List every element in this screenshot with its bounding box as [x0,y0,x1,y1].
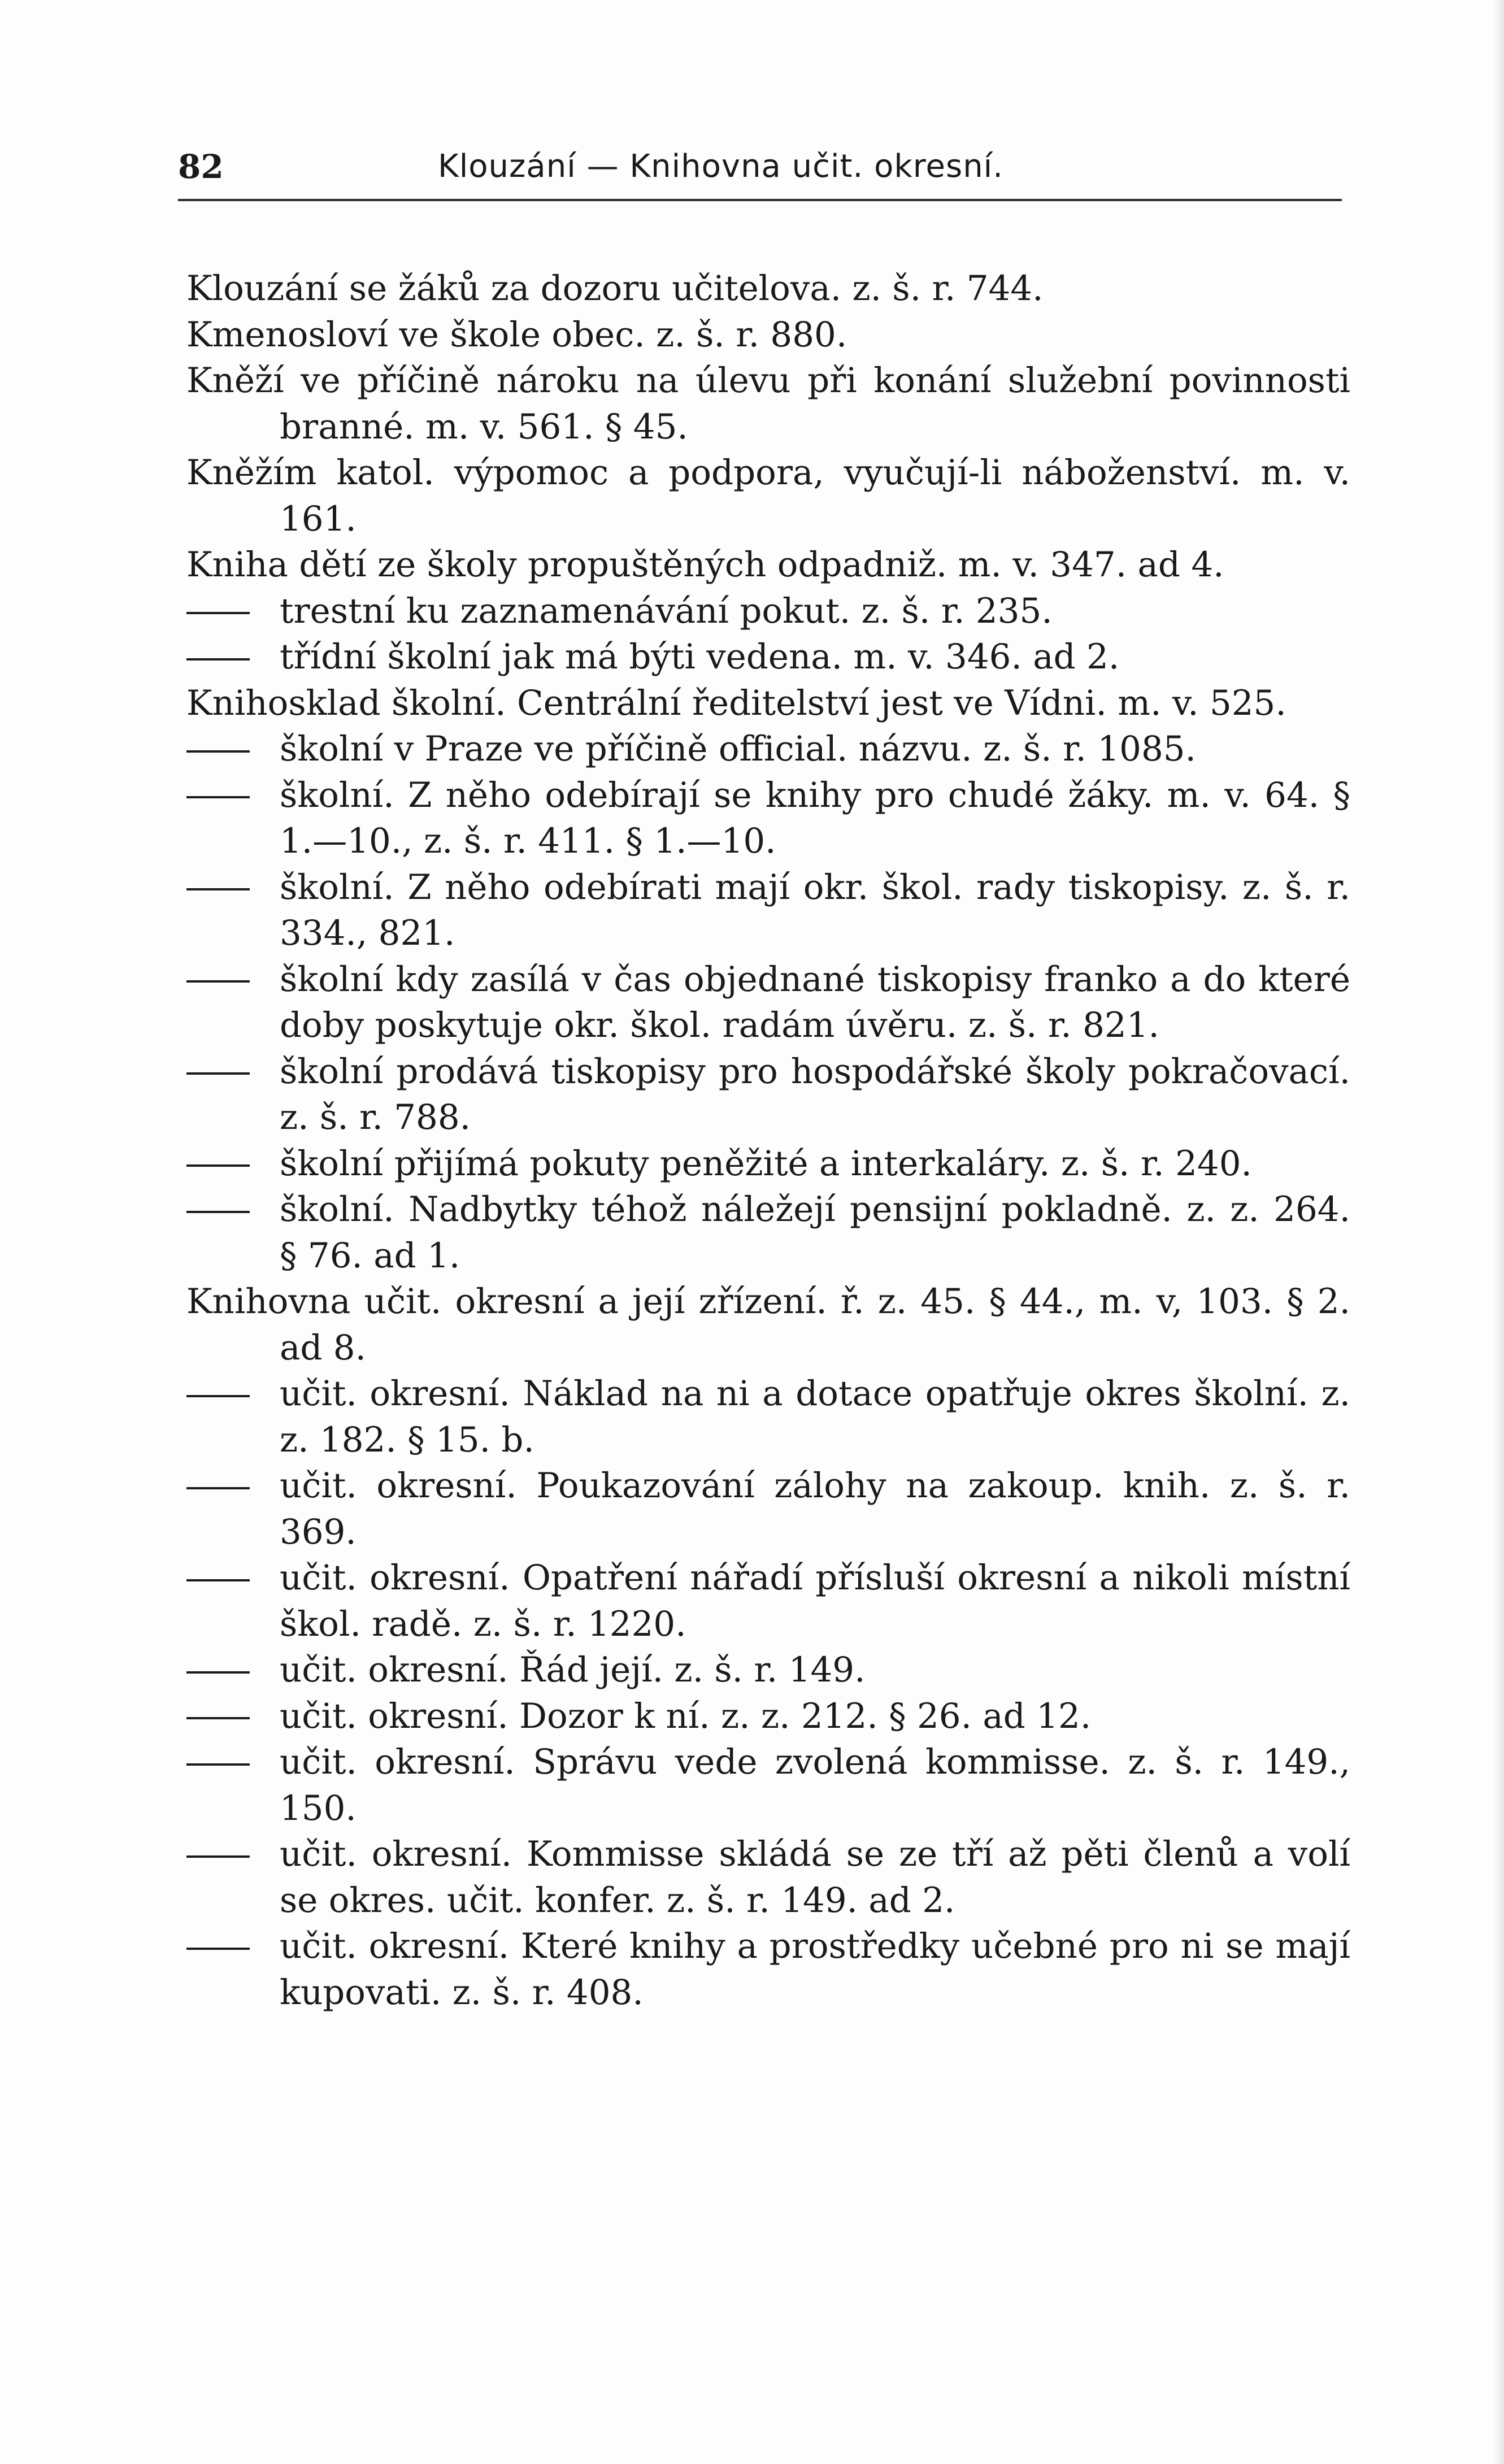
subentry-dash [186,1463,280,1509]
subentry-dash [186,588,280,635]
entry-text: Kmenosloví ve škole obec. z. š. r. 880. [186,314,847,355]
subentry-dash [186,1923,280,1970]
entry-text: třídní školní jak má býti vedena. m. v. 346. ad 2. [280,637,1120,677]
entry-text: školní prodává tiskopisy pro hospodářské školy pokračovací. z. š. r. 788. [280,1051,1350,1137]
index-entry [186,312,1350,358]
header-rule [178,199,1342,201]
index-subentry [186,1187,1350,1279]
subentry-dash [186,1693,280,1740]
index-entry [186,358,1350,450]
index-subentry [186,957,1350,1049]
entry-text: Knihosklad školní. Centrální ředitelství jest ve Vídni. m. v. 525. [186,683,1286,723]
page-header [178,144,1350,189]
entry-text: učit. okresní. Řád její. z. š. r. 149. [280,1650,866,1690]
index-subentry [186,1049,1350,1141]
index-entry [186,266,1350,312]
index-subentry [186,634,1350,680]
index-entry [186,542,1350,588]
subentry-dash [186,1049,280,1095]
subentry-dash [186,1647,280,1693]
entry-text: Knihovna učit. okresní a její zřízení. ř. z. 45. § 44., m. v, 103. § 2. ad 8. [186,1281,1350,1368]
subentry-dash [186,634,280,680]
entry-text: školní přijímá pokuty peněžité a interkaláry. z. š. r. 240. [280,1143,1252,1184]
index-subentry [186,1739,1350,1831]
subentry-dash [186,957,280,1003]
entry-text: Klouzání se žáků za dozoru učitelova. z. š. r. 744. [186,268,1044,308]
entry-text: učit. okresní. Kommisse skládá se ze tří až pěti členů a volí se okres. učit. konfer. z. š. r. 149. ad 2. [280,1834,1350,1920]
entry-text: školní. Z něho odebírají se knihy pro chudé žáky. m. v. 64. § 1.—10., z. š. r. 411. § 1.—10. [280,775,1350,861]
subentry-dash [186,1371,280,1417]
running-head: Klouzání — Knihovna učit. okresní. [438,148,1004,185]
index-entry [186,680,1350,727]
entry-text: učit. okresní. Dozor k ní. z. z. 212. § 26. ad 12. [280,1696,1092,1736]
index-subentry [186,1371,1350,1463]
index-entry [186,1279,1350,1371]
index-entry [186,450,1350,542]
entry-text: učit. okresní. Opatření nářadí přísluší okresní a nikoli místní škol. radě. z. š. r. 1220. [280,1558,1350,1644]
subentry-dash [186,772,280,819]
index-subentry [186,1463,1350,1555]
entry-text: školní v Praze ve příčině official. názvu. z. š. r. 1085. [280,729,1196,769]
index-subentry [186,1923,1350,2015]
entry-text: trestní ku zaznamenávání pokut. z. š. r. 235. [280,590,1053,631]
index-entries [186,266,1350,2015]
entry-text: učit. okresní. Náklad na ni a dotace opatřuje okres školní. z. z. 182. § 15. b. [280,1374,1350,1460]
page-edge-shadow [1493,0,1504,2464]
index-subentry [186,1831,1350,1923]
subentry-dash [186,1555,280,1601]
subentry-dash [186,726,280,772]
index-subentry [186,726,1350,772]
index-subentry [186,772,1350,864]
entry-text: učit. okresní. Správu vede zvolená kommisse. z. š. r. 149., 150. [280,1742,1350,1828]
entry-text: školní kdy zasílá v čas objednané tiskopisy franko a do které doby poskytuje okr. škol. radám úvěru. z. š. r. 821. [280,959,1350,1045]
index-subentry [186,1693,1350,1740]
index-subentry [186,1555,1350,1647]
subentry-dash [186,1141,280,1187]
entry-text: učit. okresní. Poukazování zálohy na zakoup. knih. z. š. r. 369. [280,1466,1350,1552]
index-subentry [186,1141,1350,1187]
subentry-dash [186,1831,280,1878]
page-number: 82 [178,147,224,186]
entry-text: Kniha dětí ze školy propuštěných odpadniž. m. v. 347. ad 4. [186,545,1224,585]
entry-text: školní. Z něho odebírati mají okr. škol. rady tiskopisy. z. š. r. 334., 821. [280,867,1350,953]
entry-text: Kněží ve příčině nároku na úlevu při konání služební povinnosti branné. m. v. 561. § 45. [186,360,1350,447]
subentry-dash [186,1187,280,1233]
index-subentry [186,864,1350,957]
subentry-dash [186,1739,280,1785]
entry-text: školní. Nadbytky téhož náležejí pensijní pokladně. z. z. 264. § 76. ad 1. [280,1189,1350,1276]
entry-text: Kněžím katol. výpomoc a podpora, vyučují-li náboženství. m. v. 161. [186,453,1350,539]
subentry-dash [186,864,280,911]
index-subentry [186,588,1350,635]
index-subentry [186,1647,1350,1693]
entry-text: učit. okresní. Které knihy a prostředky učebné pro ni se mají kupovati. z. š. r. 408. [280,1926,1350,2013]
